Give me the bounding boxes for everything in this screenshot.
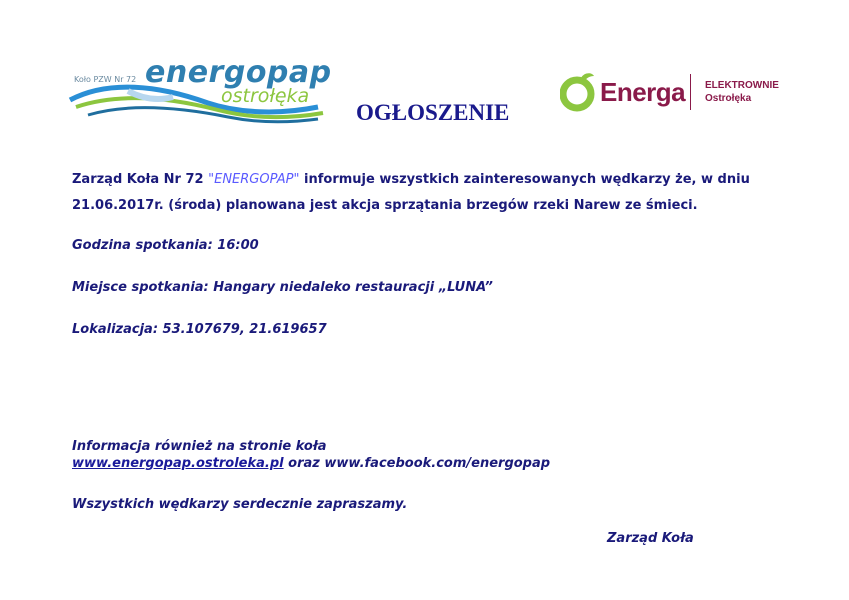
meeting-time: Godzina spotkania: 16:00 bbox=[72, 238, 259, 253]
meeting-location: Lokalizacja: 53.107679, 21.619657 bbox=[72, 322, 327, 337]
energa-separator bbox=[690, 74, 691, 110]
energa-logo bbox=[560, 70, 785, 118]
info-line: Informacja również na stronie koła bbox=[72, 439, 327, 454]
meeting-place: Miejsce spotkania: Hangary niedaleko restauracji „LUNA” bbox=[72, 280, 493, 295]
paragraph-line-2: 21.06.2017r. (środa) planowana jest akcja sprzątania brzegów rzeki Narew ze śmieci. bbox=[72, 198, 698, 213]
energa-sub1: ELEKTROWNIE bbox=[705, 80, 779, 91]
p1-text-b: informuje wszystkich zainteresowanych wędkarzy że, w dniu bbox=[304, 172, 750, 187]
energopap-name: energopap bbox=[145, 55, 332, 90]
energa-sub2: Ostrołęka bbox=[705, 93, 752, 104]
energa-mark-icon bbox=[560, 70, 598, 112]
energa-name: Energa bbox=[600, 77, 686, 107]
signature: Zarząd Koła bbox=[607, 531, 694, 546]
page-title: OGŁOSZENIE bbox=[356, 100, 510, 125]
energopap-city: ostrołęka bbox=[221, 85, 310, 107]
club-label: Koło PZW Nr 72 bbox=[74, 75, 137, 84]
links-line bbox=[72, 456, 550, 471]
links-join: oraz bbox=[288, 456, 320, 471]
energopap-logo bbox=[68, 55, 333, 135]
p1-text-a: Zarząd Koła Nr 72 bbox=[72, 172, 204, 187]
invite-line: Wszystkich wędkarzy serdecznie zapraszamy. bbox=[72, 497, 408, 512]
paragraph-line-1 bbox=[72, 172, 750, 187]
facebook-link[interactable]: www.facebook.com/energopap bbox=[324, 456, 551, 471]
p1-quote: "ENERGOPAP" bbox=[208, 172, 300, 187]
energopap-website-link[interactable]: www.energopap.ostroleka.pl bbox=[72, 456, 284, 471]
